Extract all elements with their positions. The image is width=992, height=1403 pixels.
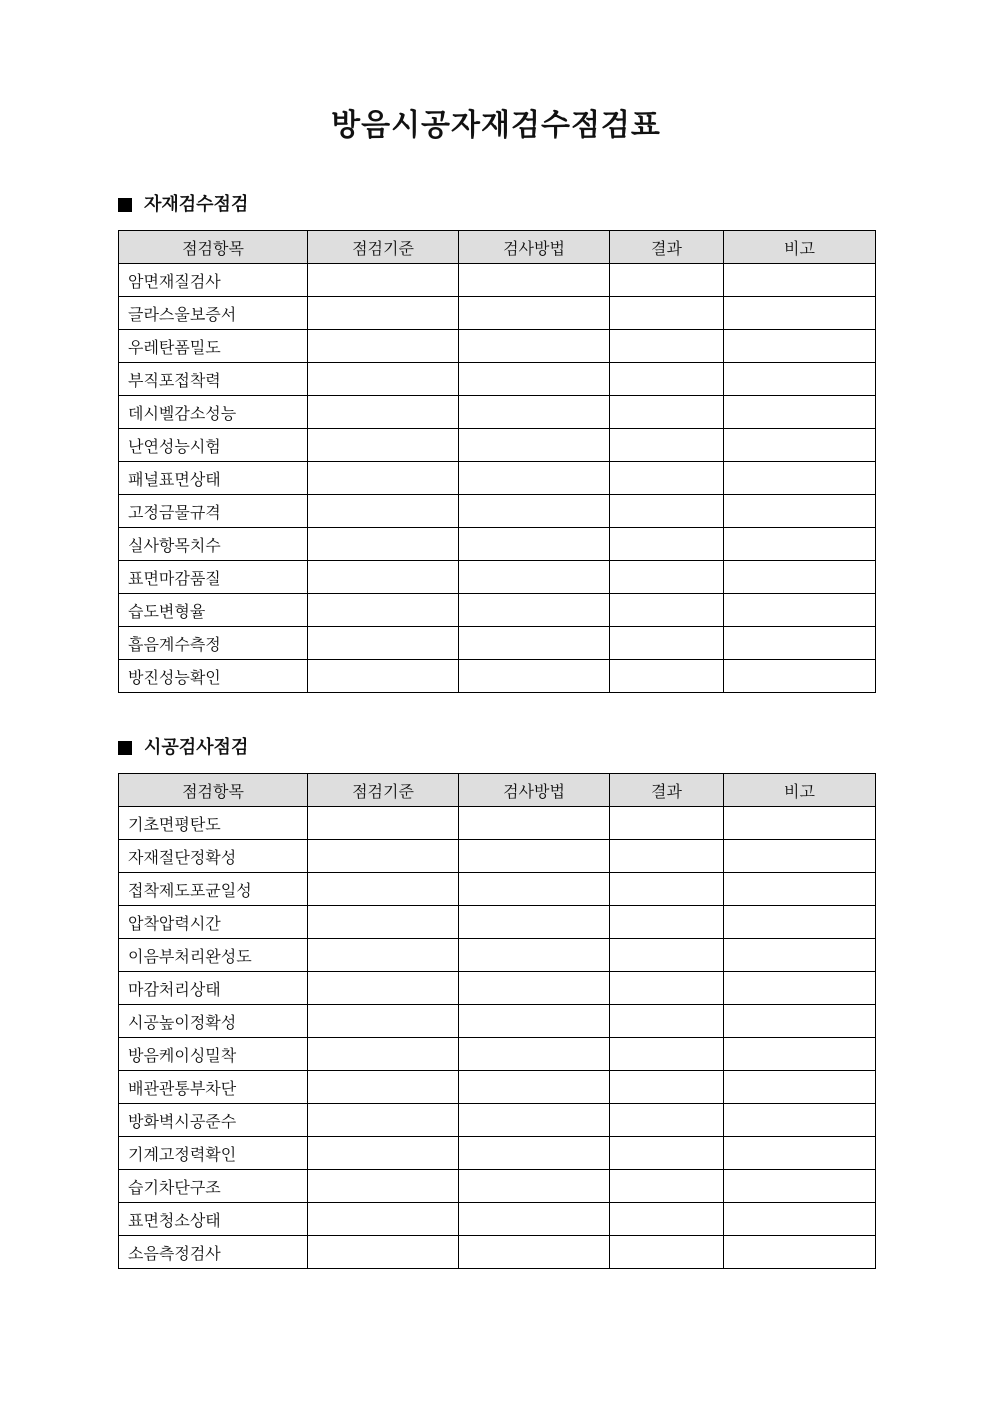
table-row <box>119 906 876 939</box>
result-cell[interactable] <box>610 495 724 528</box>
criteria-cell[interactable] <box>308 840 459 873</box>
method-cell[interactable] <box>459 807 610 840</box>
column-header-remarks: 비고 <box>724 231 876 264</box>
square-bullet-icon <box>118 198 132 212</box>
table-row <box>119 396 876 429</box>
item-cell: 기초면평탄도 <box>119 807 308 840</box>
result-cell[interactable] <box>610 363 724 396</box>
item-cell: 데시벨감소성능 <box>119 396 308 429</box>
result-cell[interactable] <box>610 462 724 495</box>
table-row <box>119 1071 876 1104</box>
criteria-cell[interactable] <box>308 1137 459 1170</box>
column-header-method: 검사방법 <box>459 774 610 807</box>
criteria-cell[interactable] <box>308 1104 459 1137</box>
remarks-cell[interactable] <box>724 594 876 627</box>
item-cell: 습기차단구조 <box>119 1170 308 1203</box>
criteria-cell[interactable] <box>308 873 459 906</box>
table-row <box>119 840 876 873</box>
remarks-cell[interactable] <box>724 873 876 906</box>
method-cell[interactable] <box>459 906 610 939</box>
table-row <box>119 363 876 396</box>
item-cell: 표면청소상태 <box>119 1203 308 1236</box>
criteria-cell[interactable] <box>308 939 459 972</box>
method-cell[interactable] <box>459 627 610 660</box>
criteria-cell[interactable] <box>308 906 459 939</box>
criteria-cell[interactable] <box>308 1038 459 1071</box>
method-cell[interactable] <box>459 429 610 462</box>
remarks-cell[interactable] <box>724 1005 876 1038</box>
result-cell[interactable] <box>610 939 724 972</box>
result-cell[interactable] <box>610 1236 724 1269</box>
result-cell[interactable] <box>610 873 724 906</box>
criteria-cell[interactable] <box>308 972 459 1005</box>
criteria-cell[interactable] <box>308 429 459 462</box>
remarks-cell[interactable] <box>724 1170 876 1203</box>
result-cell[interactable] <box>610 972 724 1005</box>
result-cell[interactable] <box>610 264 724 297</box>
section-heading-label: 시공검사점검 <box>144 737 249 758</box>
remarks-cell[interactable] <box>724 495 876 528</box>
method-cell[interactable] <box>459 264 610 297</box>
result-cell[interactable] <box>610 1137 724 1170</box>
square-bullet-icon <box>118 741 132 755</box>
result-cell[interactable] <box>610 528 724 561</box>
criteria-cell[interactable] <box>308 462 459 495</box>
item-cell: 이음부처리완성도 <box>119 939 308 972</box>
method-cell[interactable] <box>459 1071 610 1104</box>
item-cell: 시공높이정확성 <box>119 1005 308 1038</box>
result-cell[interactable] <box>610 840 724 873</box>
result-cell[interactable] <box>610 594 724 627</box>
criteria-cell[interactable] <box>308 363 459 396</box>
remarks-cell[interactable] <box>724 396 876 429</box>
remarks-cell[interactable] <box>724 429 876 462</box>
method-cell[interactable] <box>459 1038 610 1071</box>
table-row <box>119 594 876 627</box>
remarks-cell[interactable] <box>724 906 876 939</box>
column-header-result: 결과 <box>610 231 724 264</box>
table-row <box>119 1137 876 1170</box>
criteria-cell[interactable] <box>308 660 459 693</box>
table-row <box>119 330 876 363</box>
criteria-cell[interactable] <box>308 594 459 627</box>
result-cell[interactable] <box>610 429 724 462</box>
item-cell: 배관관통부차단 <box>119 1071 308 1104</box>
item-cell: 방화벽시공준수 <box>119 1104 308 1137</box>
method-cell[interactable] <box>459 330 610 363</box>
item-cell: 방음케이싱밀착 <box>119 1038 308 1071</box>
criteria-cell[interactable] <box>308 495 459 528</box>
criteria-cell[interactable] <box>308 807 459 840</box>
criteria-cell[interactable] <box>308 1236 459 1269</box>
construction-inspection-table <box>118 773 876 1269</box>
result-cell[interactable] <box>610 906 724 939</box>
result-cell[interactable] <box>610 297 724 330</box>
item-cell: 표면마감품질 <box>119 561 308 594</box>
item-cell: 부직포접착력 <box>119 363 308 396</box>
table-header-row <box>119 231 876 264</box>
remarks-cell[interactable] <box>724 627 876 660</box>
item-cell: 우레탄폼밀도 <box>119 330 308 363</box>
table-row <box>119 495 876 528</box>
table-row <box>119 1104 876 1137</box>
method-cell[interactable] <box>459 1137 610 1170</box>
item-cell: 난연성능시험 <box>119 429 308 462</box>
item-cell: 마감처리상태 <box>119 972 308 1005</box>
method-cell[interactable] <box>459 396 610 429</box>
criteria-cell[interactable] <box>308 1170 459 1203</box>
method-cell[interactable] <box>459 462 610 495</box>
table-row <box>119 1005 876 1038</box>
criteria-cell[interactable] <box>308 1071 459 1104</box>
item-cell: 습도변형율 <box>119 594 308 627</box>
table-row <box>119 873 876 906</box>
result-cell[interactable] <box>610 330 724 363</box>
method-cell[interactable] <box>459 528 610 561</box>
remarks-cell[interactable] <box>724 528 876 561</box>
remarks-cell[interactable] <box>724 660 876 693</box>
table-row <box>119 939 876 972</box>
result-cell[interactable] <box>610 807 724 840</box>
remarks-cell[interactable] <box>724 807 876 840</box>
result-cell[interactable] <box>610 1038 724 1071</box>
result-cell[interactable] <box>610 396 724 429</box>
remarks-cell[interactable] <box>724 264 876 297</box>
method-cell[interactable] <box>459 1104 610 1137</box>
item-cell: 실사항목치수 <box>119 528 308 561</box>
item-cell: 흡음계수측정 <box>119 627 308 660</box>
column-header-item: 점검항목 <box>119 231 308 264</box>
table-row <box>119 462 876 495</box>
method-cell[interactable] <box>459 972 610 1005</box>
criteria-cell[interactable] <box>308 627 459 660</box>
table-row <box>119 1170 876 1203</box>
remarks-cell[interactable] <box>724 330 876 363</box>
result-cell[interactable] <box>610 561 724 594</box>
item-cell: 접착제도포균일성 <box>119 873 308 906</box>
method-cell[interactable] <box>459 594 610 627</box>
item-cell: 방진성능확인 <box>119 660 308 693</box>
remarks-cell[interactable] <box>724 1203 876 1236</box>
method-cell[interactable] <box>459 873 610 906</box>
item-cell: 암면재질검사 <box>119 264 308 297</box>
remarks-cell[interactable] <box>724 840 876 873</box>
method-cell[interactable] <box>459 561 610 594</box>
table-row <box>119 972 876 1005</box>
item-cell: 패널표면상태 <box>119 462 308 495</box>
criteria-cell[interactable] <box>308 297 459 330</box>
item-cell: 소음측정검사 <box>119 1236 308 1269</box>
section-heading-construction <box>118 735 248 761</box>
table-row <box>119 528 876 561</box>
section-heading-label: 자재검수점검 <box>144 194 249 215</box>
item-cell: 글라스울보증서 <box>119 297 308 330</box>
result-cell[interactable] <box>610 1203 724 1236</box>
remarks-cell[interactable] <box>724 1071 876 1104</box>
method-cell[interactable] <box>459 1005 610 1038</box>
column-header-item: 점검항목 <box>119 774 308 807</box>
criteria-cell[interactable] <box>308 561 459 594</box>
table-row <box>119 807 876 840</box>
document-title: 방음시공자재검수점검표 <box>331 108 661 143</box>
method-cell[interactable] <box>459 660 610 693</box>
table-row <box>119 660 876 693</box>
method-cell[interactable] <box>459 939 610 972</box>
item-cell: 압착압력시간 <box>119 906 308 939</box>
criteria-cell[interactable] <box>308 396 459 429</box>
table-row <box>119 264 876 297</box>
method-cell[interactable] <box>459 840 610 873</box>
table-row <box>119 1203 876 1236</box>
section-heading-material <box>118 192 248 218</box>
criteria-cell[interactable] <box>308 1203 459 1236</box>
table-row <box>119 627 876 660</box>
method-cell[interactable] <box>459 495 610 528</box>
remarks-cell[interactable] <box>724 1236 876 1269</box>
remarks-cell[interactable] <box>724 363 876 396</box>
criteria-cell[interactable] <box>308 1005 459 1038</box>
column-header-remarks: 비고 <box>724 774 876 807</box>
remarks-cell[interactable] <box>724 297 876 330</box>
table-row <box>119 1236 876 1269</box>
remarks-cell[interactable] <box>724 561 876 594</box>
result-cell[interactable] <box>610 660 724 693</box>
item-cell: 고정금물규격 <box>119 495 308 528</box>
remarks-cell[interactable] <box>724 939 876 972</box>
table-row <box>119 297 876 330</box>
remarks-cell[interactable] <box>724 462 876 495</box>
item-cell: 자재절단정확성 <box>119 840 308 873</box>
column-header-criteria: 점검기준 <box>308 231 459 264</box>
method-cell[interactable] <box>459 363 610 396</box>
remarks-cell[interactable] <box>724 1137 876 1170</box>
material-inspection-table <box>118 230 876 693</box>
item-cell: 기계고정력확인 <box>119 1137 308 1170</box>
method-cell[interactable] <box>459 297 610 330</box>
result-cell[interactable] <box>610 1005 724 1038</box>
column-header-method: 검사방법 <box>459 231 610 264</box>
table-row <box>119 561 876 594</box>
criteria-cell[interactable] <box>308 264 459 297</box>
result-cell[interactable] <box>610 1104 724 1137</box>
remarks-cell[interactable] <box>724 1104 876 1137</box>
result-cell[interactable] <box>610 1170 724 1203</box>
remarks-cell[interactable] <box>724 1038 876 1071</box>
criteria-cell[interactable] <box>308 330 459 363</box>
result-cell[interactable] <box>610 627 724 660</box>
table-row <box>119 429 876 462</box>
column-header-result: 결과 <box>610 774 724 807</box>
method-cell[interactable] <box>459 1170 610 1203</box>
remarks-cell[interactable] <box>724 972 876 1005</box>
criteria-cell[interactable] <box>308 528 459 561</box>
method-cell[interactable] <box>459 1236 610 1269</box>
table-row <box>119 1038 876 1071</box>
table-header-row <box>119 774 876 807</box>
method-cell[interactable] <box>459 1203 610 1236</box>
result-cell[interactable] <box>610 1071 724 1104</box>
column-header-criteria: 점검기준 <box>308 774 459 807</box>
